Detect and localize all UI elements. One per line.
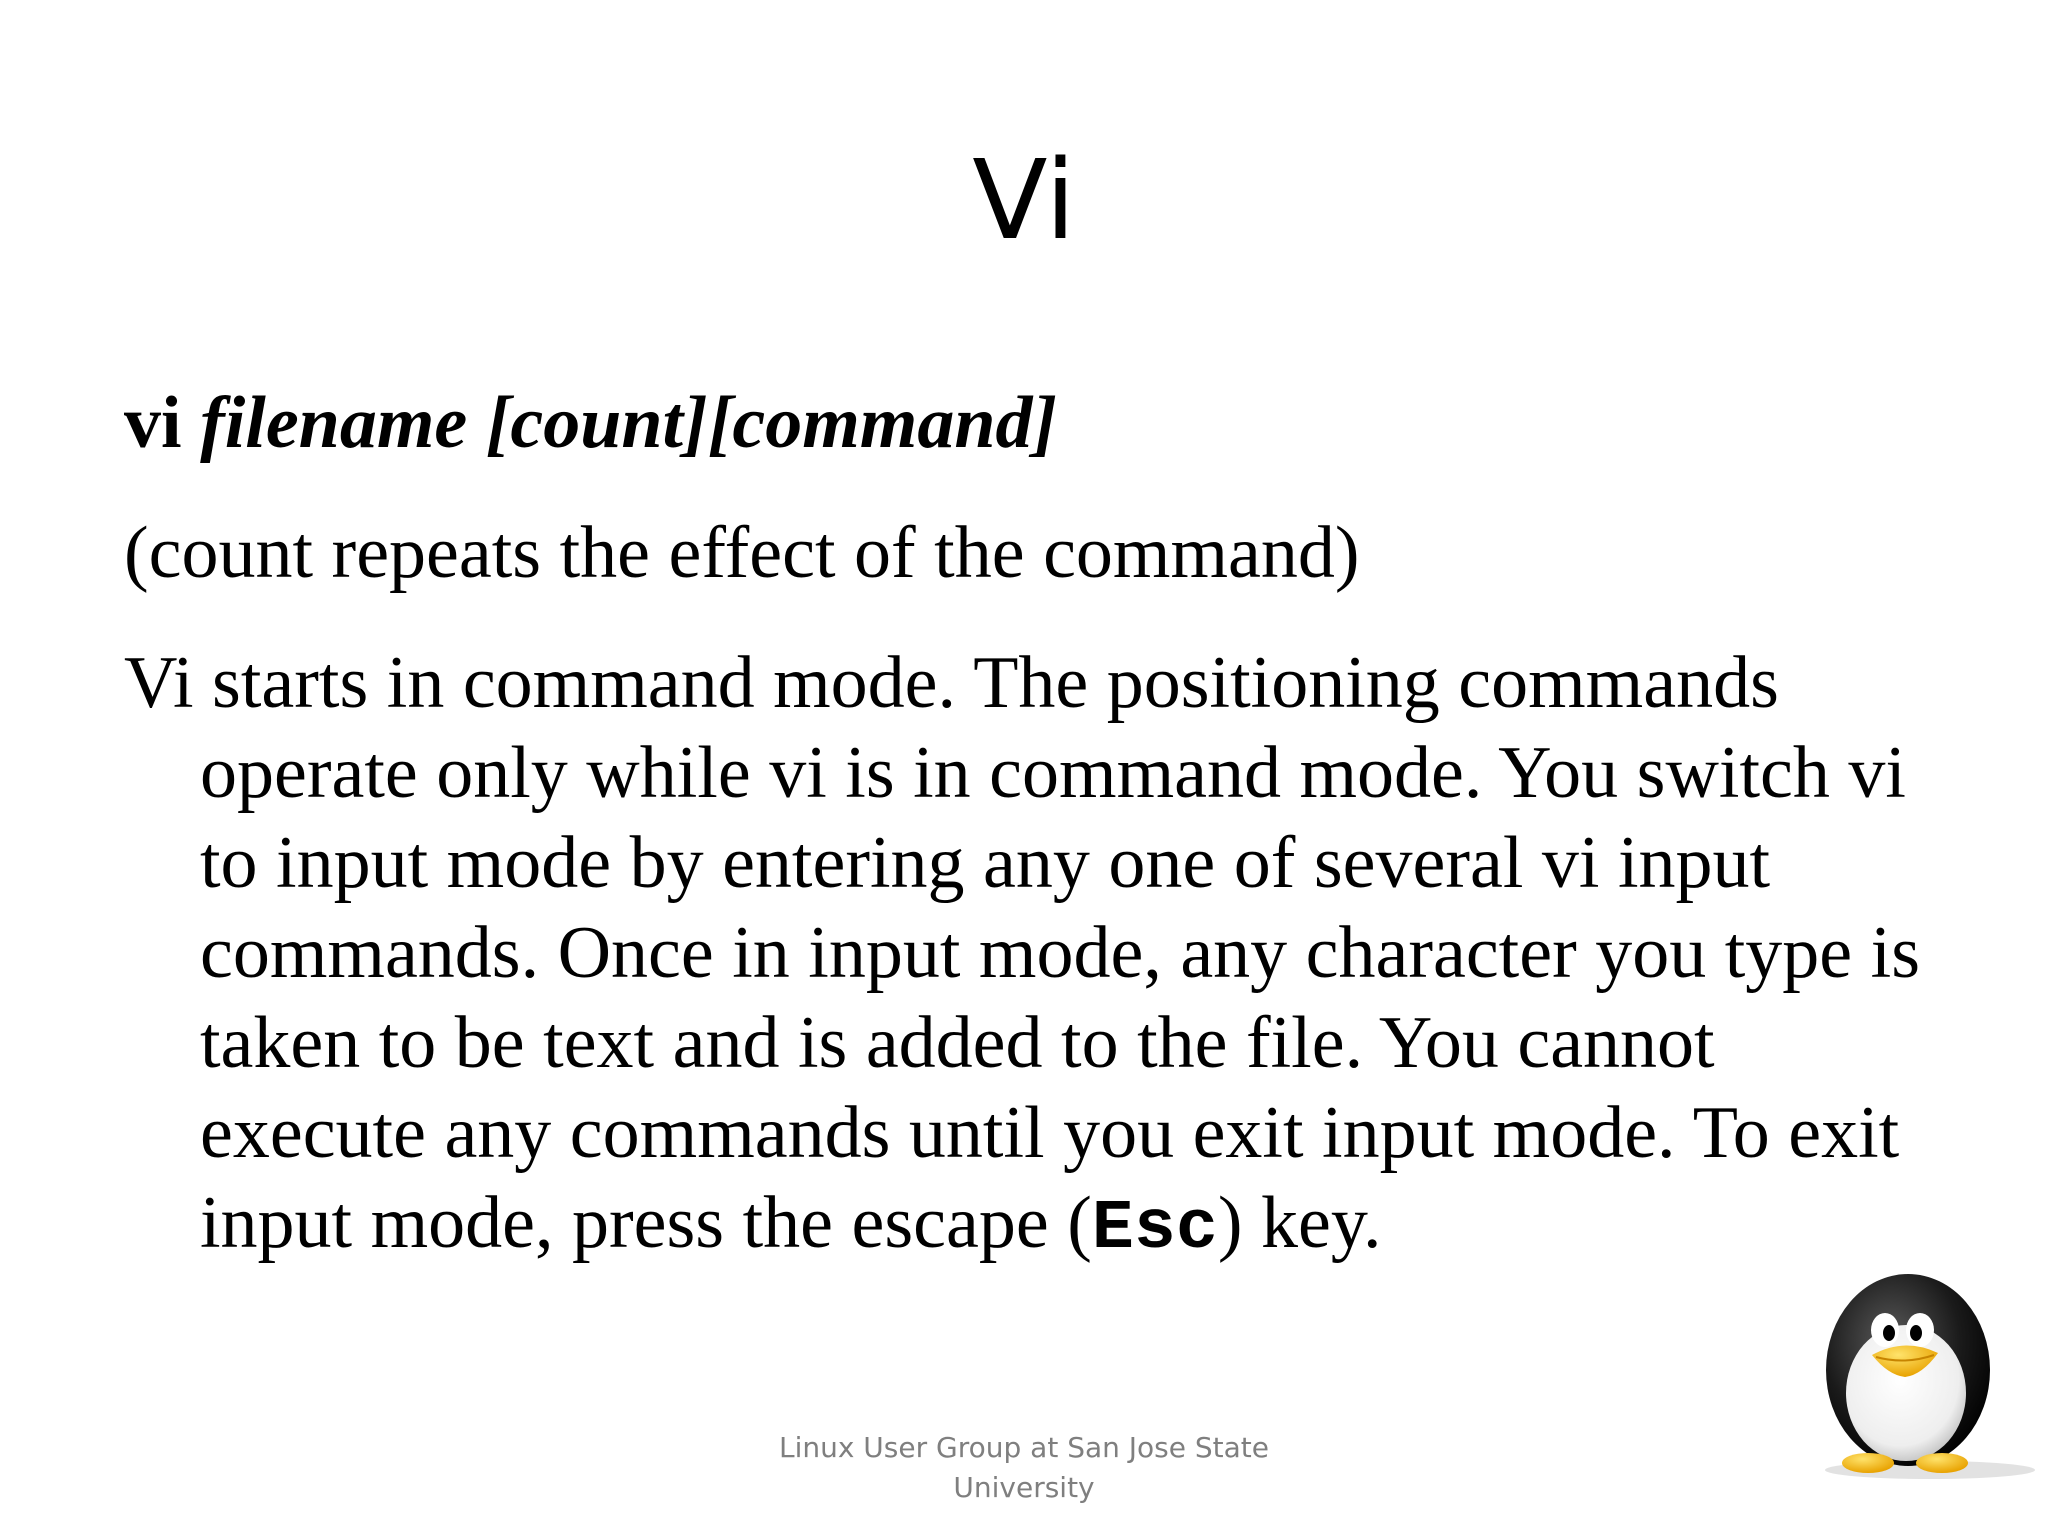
esc-key-label: Esc — [1091, 1190, 1218, 1269]
tux-penguin-icon — [1810, 1265, 2040, 1485]
body-text-end: ) key. — [1217, 1182, 1382, 1264]
count-note: (count repeats the effect of the command) — [124, 512, 1360, 594]
footer-line-1: Linux User Group at San Jose State — [778, 1431, 1270, 1464]
footer — [774, 1428, 1274, 1508]
slide-content — [124, 378, 1944, 1315]
footer-line-2: University — [953, 1471, 1095, 1504]
body-text: Vi starts in command mode. The positioning commands operate only while vi is in command mode. You switch vi to input mode by entering any one of several vi input commands. Once in input mode, any character you type is taken to be text and is added to the file. You cannot execute any commands until you exit input mode. To exit input mode, press the escape ( — [124, 642, 1920, 1264]
syntax-arguments: filename [count][command] — [200, 382, 1058, 464]
body-paragraph — [124, 638, 1944, 1275]
slide-title: Vi — [972, 136, 1076, 264]
syntax-line — [124, 378, 1944, 468]
syntax-command: vi — [124, 382, 182, 464]
